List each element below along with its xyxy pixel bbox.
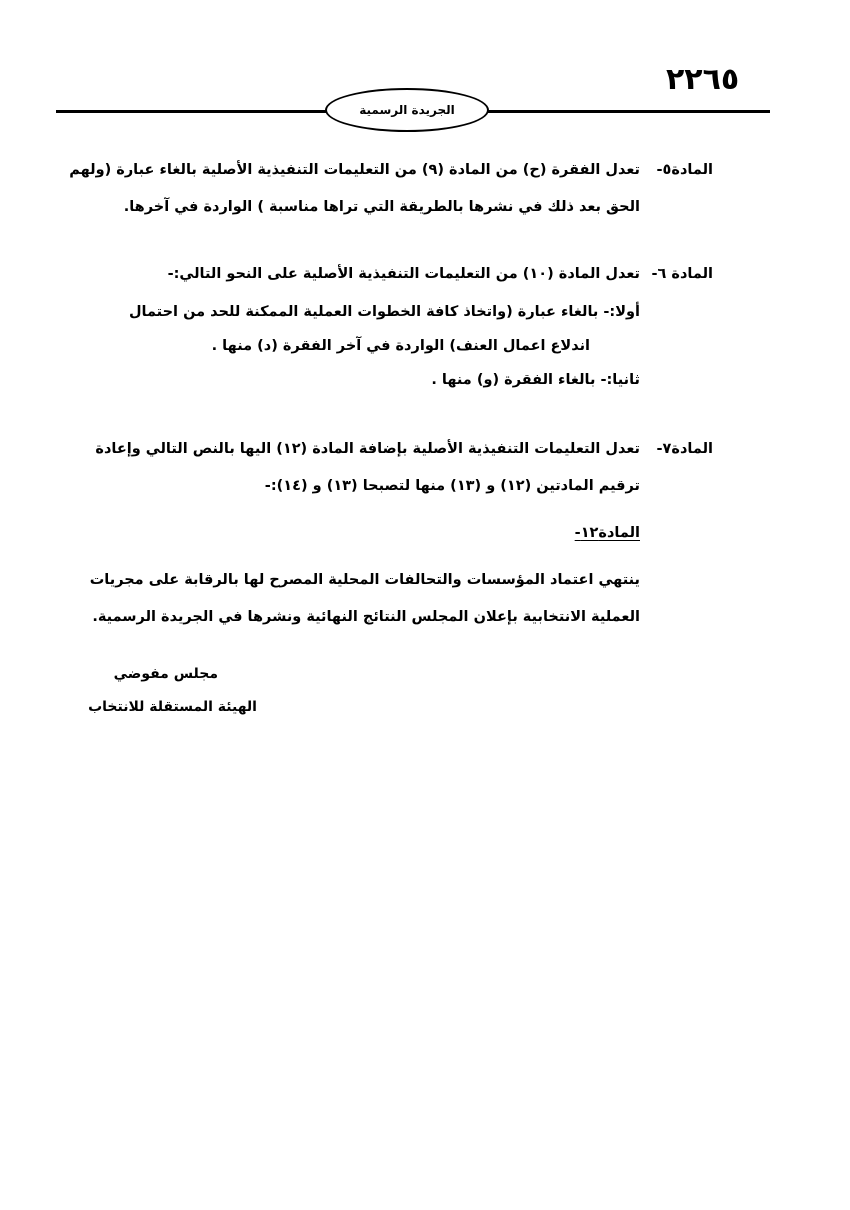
gazette-title: الجريدة الرسمية xyxy=(359,103,455,117)
article-6-second: ثانيا:- بالغاء الفقرة (و) منها . xyxy=(431,372,640,388)
article-7-label: المادة٧- xyxy=(656,441,713,457)
article-7-line-1: تعدل التعليمات التنفيذية الأصلية بإضافة المادة (١٢) اليها بالنص التالي وإعادة xyxy=(95,441,640,457)
article-5-line-1: تعدل الفقرة (ح) من المادة (٩) من التعليمات التنفيذية الأصلية بالغاء عبارة (ولهم xyxy=(69,162,640,178)
article-7-line-2: ترقيم المادتين (١٢) و (١٣) منها لتصبحا (١٣) و (١٤):- xyxy=(264,478,640,494)
article-6-label: المادة ٦- xyxy=(651,266,713,282)
article-12-body-line-2: العملية الانتخابية بإعلان المجلس النتائج النهائية ونشرها في الجريدة الرسمية. xyxy=(92,609,640,625)
article-12-body-line-1: ينتهي اعتماد المؤسسات والتحالفات المحلية المصرح لها بالرقابة على مجريات xyxy=(89,572,640,588)
article-6-first-line-1: أولا:- بالغاء عبارة (واتخاذ كافة الخطوات العملية الممكنة للحد من احتمال xyxy=(128,304,640,320)
page-number: ٢٢٦٥ xyxy=(666,62,740,97)
signature-commission: الهيئة المستقلة للانتخاب xyxy=(88,699,257,715)
article-5-label: المادة٥- xyxy=(656,162,713,178)
article-5-line-2: الحق بعد ذلك في نشرها بالطريقة التي تراها مناسبة ) الواردة في آخرها. xyxy=(123,199,640,215)
article-6-first-line-2: اندلاع اعمال العنف) الواردة في آخر الفقرة (د) منها . xyxy=(211,338,590,354)
gazette-title-oval xyxy=(325,88,489,132)
signature-council: مجلس مفوضي xyxy=(113,666,218,682)
new-article-12-title: المادة١٢- xyxy=(574,525,640,541)
article-6-line-1: تعدل المادة (١٠) من التعليمات التنفيذية الأصلية على النحو التالي:- xyxy=(167,266,640,282)
